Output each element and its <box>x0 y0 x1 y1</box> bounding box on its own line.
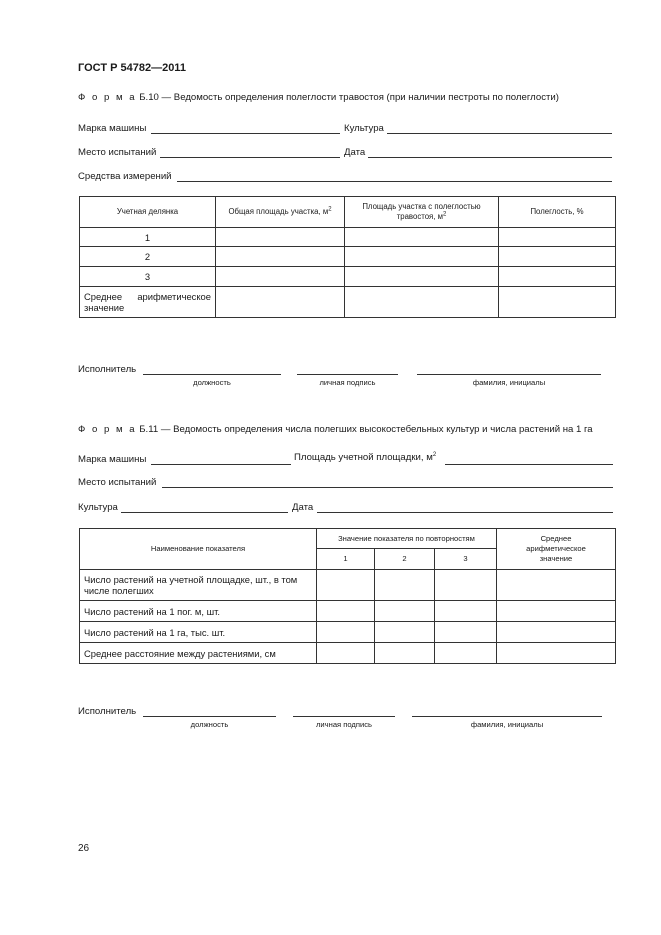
signature-caption: личная подпись <box>319 378 376 387</box>
name-line[interactable] <box>412 716 602 717</box>
table-header-row <box>80 197 616 228</box>
table-row <box>80 570 616 601</box>
table-cell[interactable] <box>497 643 616 664</box>
position-caption: должность <box>193 378 231 387</box>
col-rep-2: 2 <box>375 549 435 570</box>
form-word: Ф о р м а <box>78 424 137 435</box>
table-cell[interactable] <box>317 601 375 622</box>
col-lodged-area <box>345 197 499 228</box>
sup-2: 2 <box>328 206 332 213</box>
position-line[interactable] <box>143 716 276 717</box>
indicator-label: Число растений на учетной площадке, шт., в том числе полегших <box>80 570 317 601</box>
date-label: Дата <box>292 502 314 513</box>
culture-line[interactable] <box>387 133 612 134</box>
table-header-row <box>80 529 616 549</box>
means-label: Средства измерений <box>78 171 172 182</box>
table-cell[interactable] <box>499 267 616 287</box>
place-label: Место испытаний <box>78 147 157 158</box>
col-rep-1: 1 <box>317 549 375 570</box>
average-label: Среднее арифметическое значение <box>80 287 216 318</box>
indicator-label: Число растений на 1 пог. м, шт. <box>80 601 317 622</box>
table-row <box>80 643 616 664</box>
table-cell[interactable] <box>499 287 616 318</box>
page-number: 26 <box>78 843 90 854</box>
table-cell[interactable] <box>499 247 616 267</box>
table-row <box>80 247 616 267</box>
table-cell[interactable] <box>375 570 435 601</box>
row-number: 3 <box>80 267 216 287</box>
name-line[interactable] <box>417 374 601 375</box>
culture-label: Культура <box>344 123 384 134</box>
col-plot: Учетная делянка <box>80 197 216 228</box>
place-line[interactable] <box>160 157 340 158</box>
culture-line[interactable] <box>121 512 288 513</box>
table-cell[interactable] <box>375 601 435 622</box>
table-cell[interactable] <box>499 228 616 247</box>
form-10-title-text: Б.10 — Ведомость определения полеглости травостоя (при наличии пестроты по полеглости) <box>139 92 559 103</box>
means-line[interactable] <box>177 181 612 182</box>
signature-caption: личная подпись <box>316 720 372 729</box>
table-row <box>80 228 616 247</box>
table-cell[interactable] <box>216 287 345 318</box>
table-row-average <box>80 287 616 318</box>
table-cell[interactable] <box>375 622 435 643</box>
table-cell[interactable] <box>497 622 616 643</box>
machine-label: Марка машины <box>78 123 147 134</box>
table-cell[interactable] <box>345 228 499 247</box>
table-cell[interactable] <box>216 267 345 287</box>
position-caption: должность <box>190 720 229 729</box>
table-cell[interactable] <box>317 570 375 601</box>
table-cell[interactable] <box>435 622 497 643</box>
name-caption: фамилия, инициалы <box>472 378 546 387</box>
table-cell[interactable] <box>435 570 497 601</box>
sup-2: 2 <box>442 211 447 218</box>
table-row <box>80 267 616 287</box>
table-cell[interactable] <box>345 287 499 318</box>
date-line[interactable] <box>317 512 613 513</box>
signature-line[interactable] <box>293 716 395 717</box>
col-lodged-area-label: Площадь участка с полеглостью травостоя, м <box>362 202 481 221</box>
executor-label: Исполнитель <box>78 706 137 717</box>
table-cell[interactable] <box>435 643 497 664</box>
col-rep-3: 3 <box>435 549 497 570</box>
col-lodging: Полеглость, % <box>499 197 616 228</box>
col-total-area-label: Общая площадь участка, м <box>228 207 329 216</box>
table-cell[interactable] <box>345 247 499 267</box>
date-label: Дата <box>344 147 366 158</box>
indicator-label: Среднее расстояние между растениями, см <box>80 643 317 664</box>
table-cell[interactable] <box>317 622 375 643</box>
lodging-table <box>79 196 616 318</box>
row-number: 1 <box>80 228 216 247</box>
form-11-title-text: Б.11 — Ведомость определения числа полегших высокостебельных культур и числа растений на 1 га <box>139 424 593 435</box>
table-cell[interactable] <box>435 601 497 622</box>
table-cell[interactable] <box>216 228 345 247</box>
document-header: ГОСТ Р 54782—2011 <box>78 62 186 74</box>
sup-2: 2 <box>432 451 437 458</box>
machine-line[interactable] <box>151 133 340 134</box>
table-cell[interactable] <box>317 643 375 664</box>
col-total-area <box>216 197 345 228</box>
row-number: 2 <box>80 247 216 267</box>
table-row <box>80 622 616 643</box>
col-indicator: Наименование показателя <box>80 529 317 570</box>
executor-label: Исполнитель <box>78 364 137 375</box>
table-cell[interactable] <box>216 247 345 267</box>
form-word: Ф о р м а <box>78 92 137 103</box>
culture-label: Культура <box>78 502 118 513</box>
date-line[interactable] <box>368 157 612 158</box>
plot-area-line[interactable] <box>445 464 613 465</box>
form-10-title <box>78 92 559 103</box>
signature-line[interactable] <box>297 374 398 375</box>
table-cell[interactable] <box>497 570 616 601</box>
col-values: Значение показателя по повторностям <box>317 529 497 549</box>
position-line[interactable] <box>143 374 281 375</box>
plot-area-text: Площадь учетной площадки, м <box>294 452 433 463</box>
table-row <box>80 601 616 622</box>
form-11-title <box>78 424 593 435</box>
place-label: Место испытаний <box>78 477 157 488</box>
place-line[interactable] <box>162 487 613 488</box>
table-cell[interactable] <box>345 267 499 287</box>
plot-area-label <box>294 452 436 463</box>
machine-line[interactable] <box>151 464 291 465</box>
table-cell[interactable] <box>375 643 435 664</box>
machine-label: Марка машины <box>78 454 147 465</box>
name-caption: фамилия, инициалы <box>470 720 544 729</box>
plants-table <box>79 528 616 664</box>
table-cell[interactable] <box>497 601 616 622</box>
col-average: Среднее арифметическое значение <box>497 529 616 570</box>
indicator-label: Число растений на 1 га, тыс. шт. <box>80 622 317 643</box>
